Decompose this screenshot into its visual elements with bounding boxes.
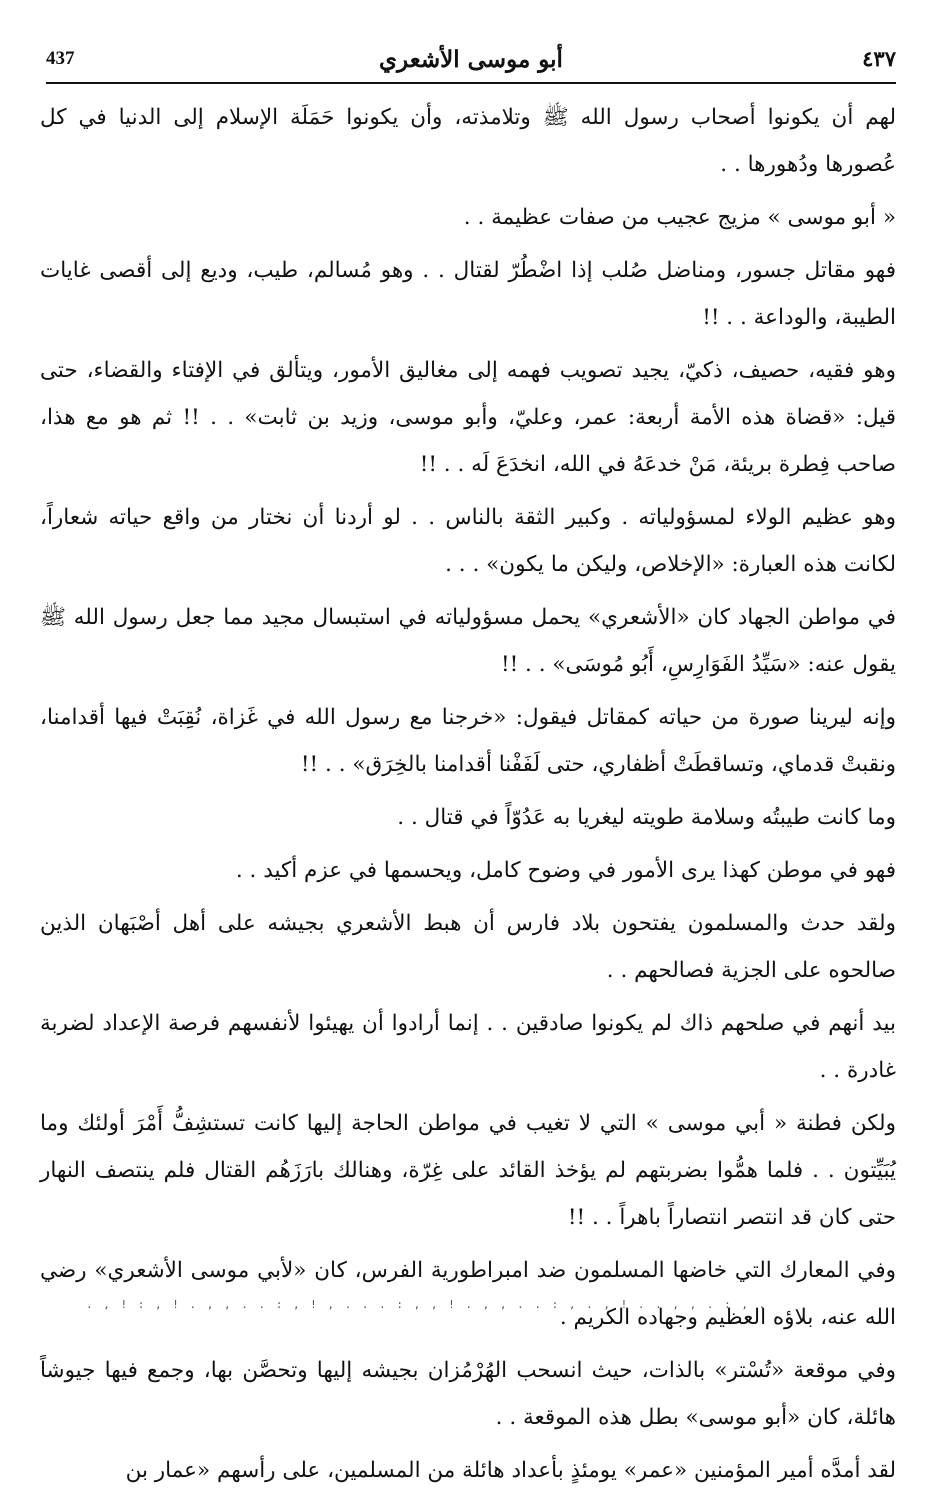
page-number-latin: 437 bbox=[46, 48, 75, 69]
paragraph: لهم أن يكونوا أصحاب رسول الله ﷺ وتلامذته، وأن يكونوا حَمَلَة الإسلام إلى الدنيا في كل عُصورها ودُهورها . . bbox=[40, 105, 896, 177]
page-header bbox=[46, 48, 896, 84]
cut-off-line-trace: . , ! : , ! . , , . . : , ! , . . . : , , ! . , , . . : , . , ! . . , , . : , . bbox=[86, 1298, 768, 1311]
paragraph: لقد أمدَّه أمير المؤمنين «عمر» يومئذٍ بأعداد هائلة من المسلمين، على رأسهم «عمار بن bbox=[125, 1458, 896, 1483]
paragraph: « أبو موسى » مزيج عجيب من صفات عظيمة . . bbox=[463, 205, 896, 230]
paragraph: وإنه ليرينا صورة من حياته كمقاتل فيقول: «خرجنا مع رسول الله في غَزاة، نُقِبَتْ فيها أقدامنا، ونقبتْ قدماي، وتساقطَتْ أظفاري، حتى لَفَفْنا أقدامنا بالخِرَق» . . !! bbox=[40, 705, 896, 777]
running-title: أبو موسى الأشعري bbox=[379, 46, 563, 73]
paragraph: وفي المعارك التي خاضها المسلمون ضد امبراطورية الفرس، كان «لأبي موسى الأشعري» رضي الله عنه، بلاؤه العظيم وجهاده الكريم . bbox=[40, 1258, 896, 1330]
paragraph: وهو فقيه، حصيف، ذكيّ، يجيد تصويب فهمه إلى مغاليق الأمور، ويتألق في الإفتاء والقضاء، حتى قيل: «قضاة هذه الأمة أربعة: عمر، وعليّ، وأبو موسى، وزيد بن ثابت» . . !! ثم هو مع هذا، صاحب فِطرة بريئة، مَنْ خدعَهُ في الله، انخدَعَ لَه . . !! bbox=[40, 358, 896, 477]
paragraph: فهو مقاتل جسور، ومناضل صُلب إذا اضْطُرّ لقتال . . وهو مُسالم، طيب، وديع إلى أقصى غايات الطيبة، والوداعة . . !! bbox=[40, 258, 896, 330]
paragraph: بيد أنهم في صلحهم ذاك لم يكونوا صادقين . . إنما أرادوا أن يهيئوا لأنفسهم فرصة الإعداد لضربة غادرة . . bbox=[40, 1011, 896, 1083]
paragraph: وهو عظيم الولاء لمسؤولياته . وكبير الثقة بالناس . . لو أردنا أن نختار من واقع حياته شعاراً، لكانت هذه العبارة: «الإخلاص، وليكن ما يكون» . . . bbox=[40, 505, 896, 577]
header-rule bbox=[46, 82, 896, 84]
page-number-arabic: ٤٣٧ bbox=[862, 46, 896, 71]
paragraph: ولقد حدث والمسلمون يفتحون بلاد فارس أن هبط الأشعري بجيشه على أهل أصْبَهان الذين صالحوه على الجزية فصالحهم . . bbox=[40, 911, 896, 983]
paragraph: في مواطن الجهاد كان «الأشعري» يحمل مسؤولياته في استبسال مجيد مما جعل رسول الله ﷺ يقول عنه: «سَيِّدُ الفَوَارِسِ، أَبُو مُوسَى» . . !! bbox=[40, 605, 896, 677]
paragraph: وما كانت طيبتُه وسلامة طويته ليغريا به عَدُوّاً في قتال . . bbox=[397, 805, 896, 830]
paragraph: ولكن فطنة « أبي موسى » التي لا تغيب في مواطن الحاجة إليها كانت تستشِفُّ أَمْرَ أولئك وما يُبَيِّتون . . فلما همُّوا بضربتهم لم يؤخذ القائد على غِرّة، وهنالك بارَزَهُم القتال فلم ينتصف النهار حتى كان قد انتصر انتصاراً باهراً . . !! bbox=[40, 1111, 896, 1230]
paragraph: فهو في موطن كهذا يرى الأمور في وضوح كامل، ويحسمها في عزم أكيد . . bbox=[235, 858, 896, 883]
paragraph: وفي موقعة «تُسْتر» بالذات، حيث انسحب الهُرْمُزان بجيشه إليها وتحصَّن بها، وجمع فيها جيوشاً هائلة، كان «أبو موسى» بطل هذه الموقعة . . bbox=[40, 1358, 896, 1430]
page-body bbox=[40, 94, 896, 1500]
